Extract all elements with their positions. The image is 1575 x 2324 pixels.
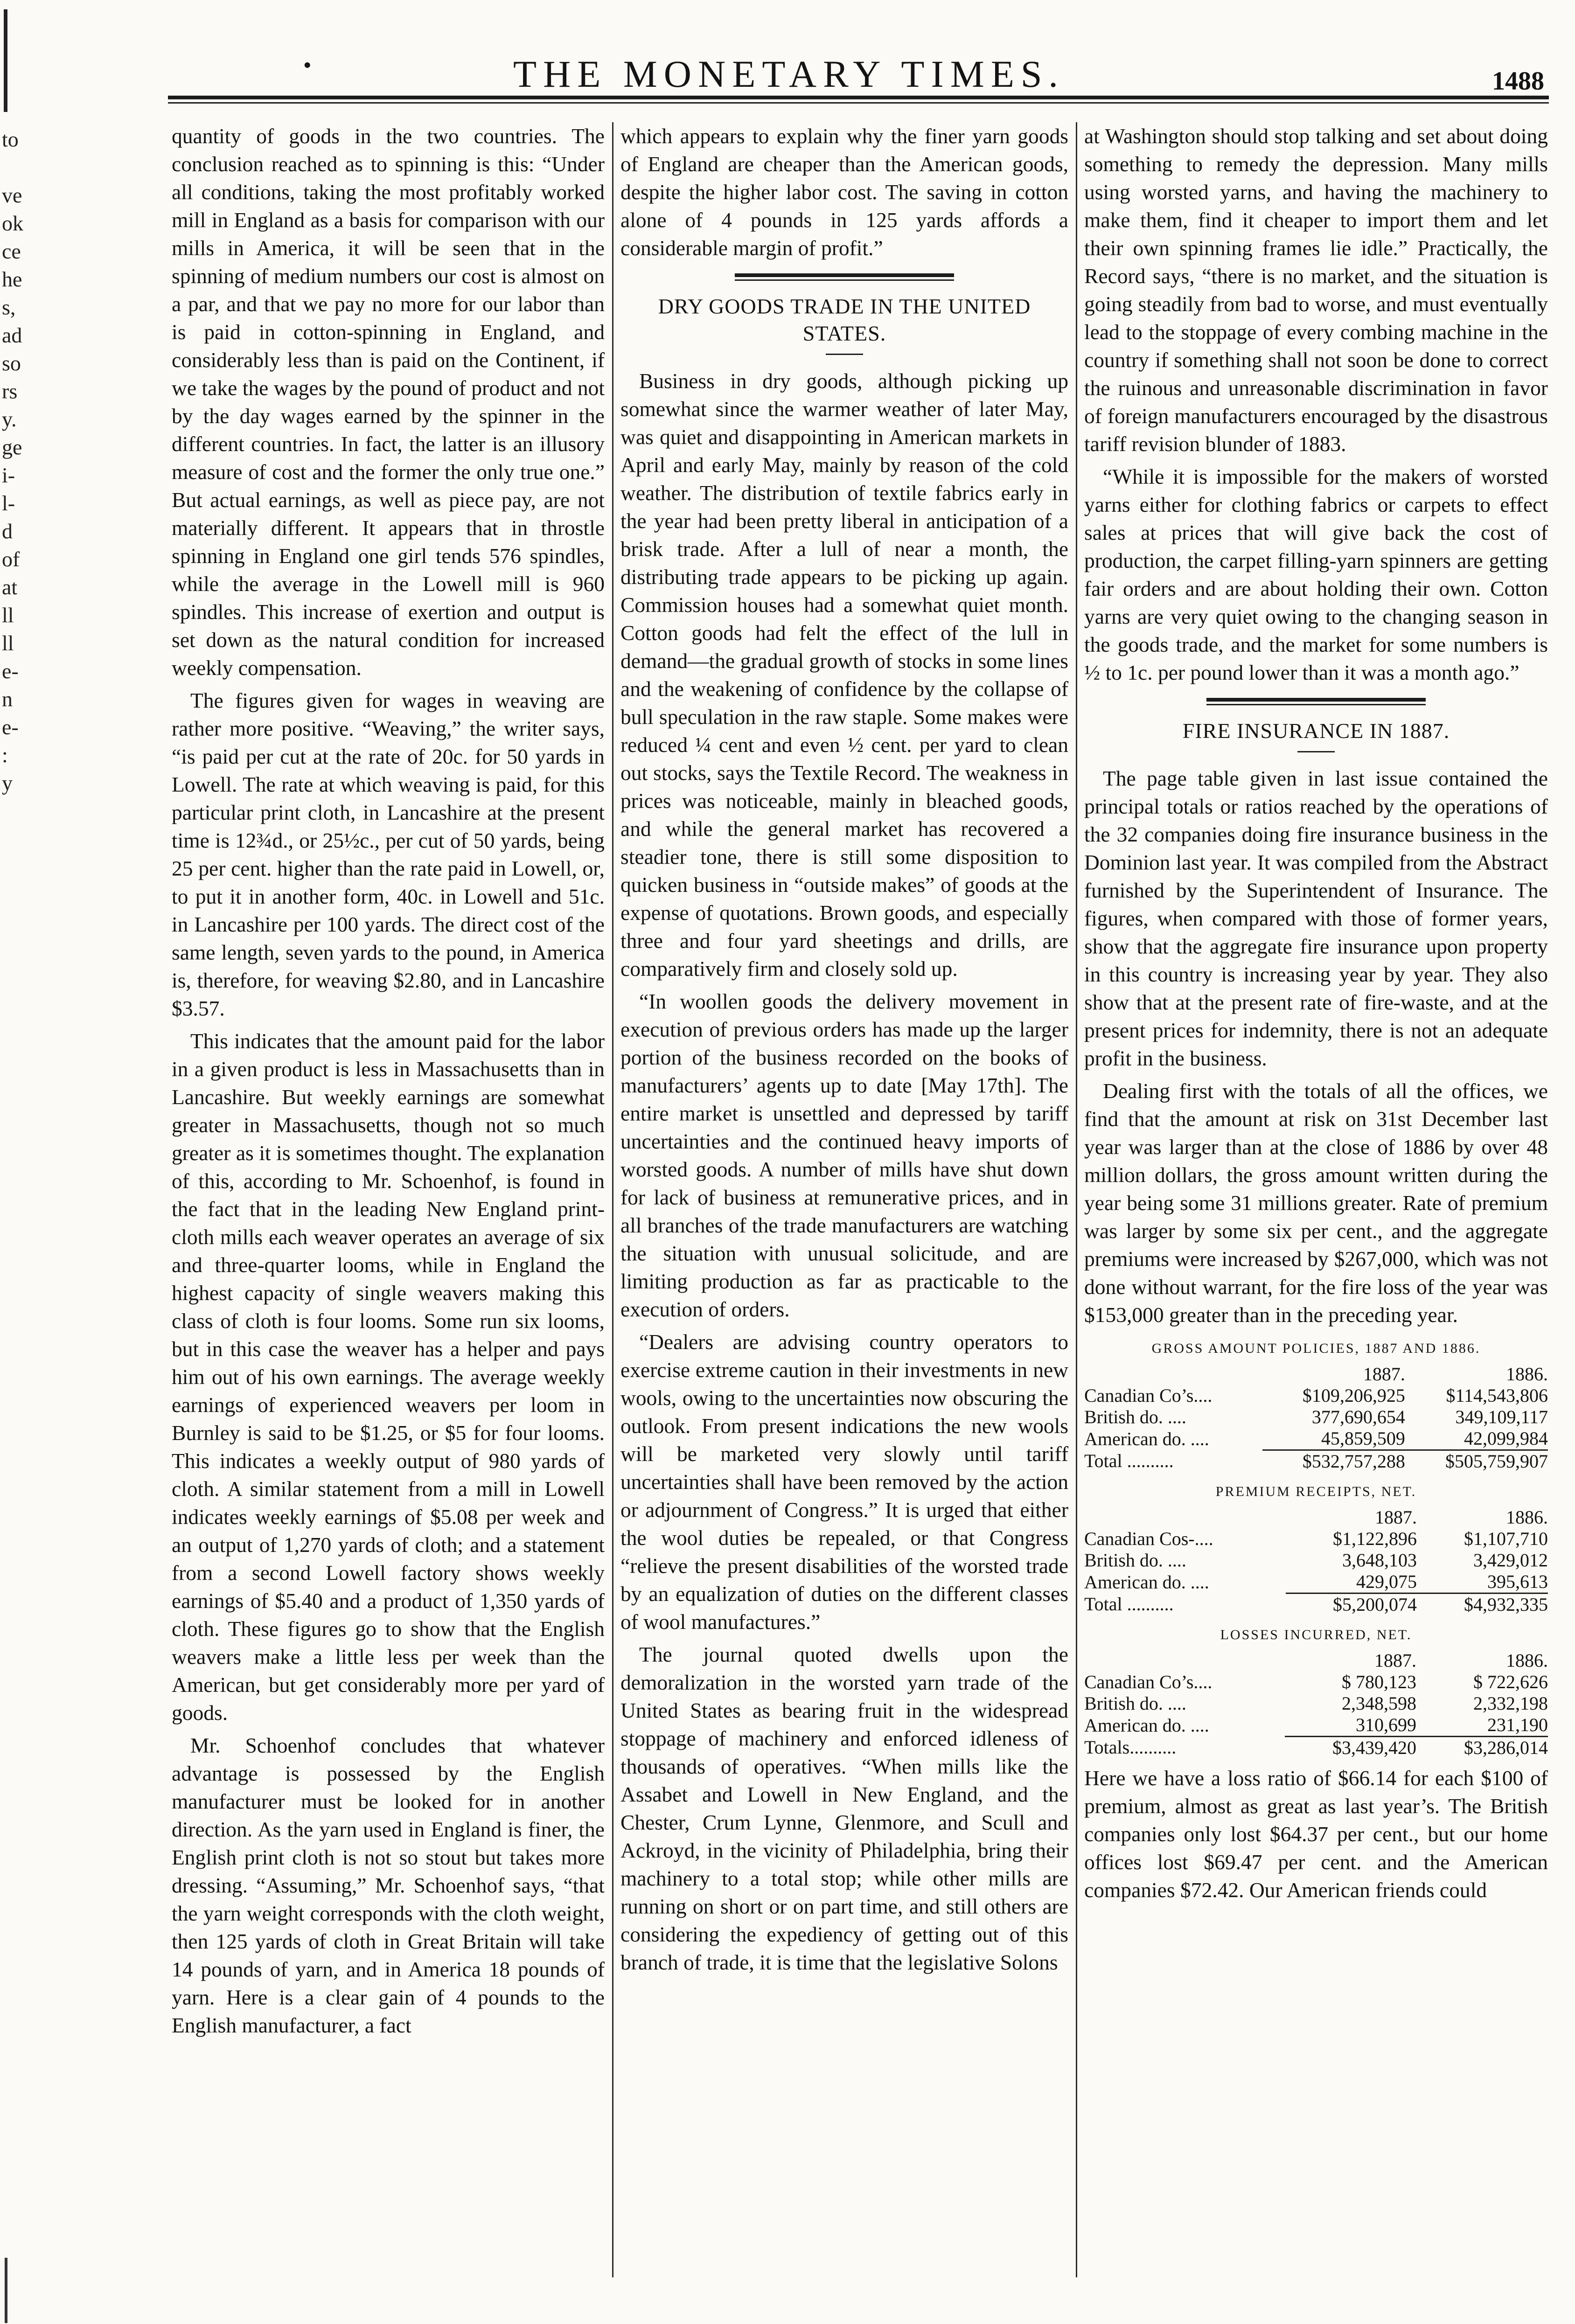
page-number: 1488 bbox=[1492, 67, 1544, 96]
cell-1887: 2,348,598 bbox=[1341, 1693, 1416, 1714]
row-label: Canadian Cos-.... bbox=[1084, 1528, 1213, 1549]
edge-fragment: ve bbox=[2, 183, 22, 207]
row-label: British do. .... bbox=[1084, 1406, 1186, 1427]
edge-fragment: : bbox=[2, 743, 8, 767]
section-separator bbox=[1206, 698, 1426, 705]
section-separator bbox=[735, 273, 954, 281]
masthead-title: THE MONETARY TIMES. bbox=[513, 53, 1065, 95]
paragraph: The figures given for wages in weaving are rather more positive. “Weaving,” the writer says, “is paid per cut at the rate of 20c. for 50 yards in Lowell. The rate at which weaving is paid, for this particular print cloth, in Lancashire at the present time is 12¾d., or 25½c., per cut of 50 yards, being 25 per cent. higher than the rate paid in Lowell, or, to put it in another form, 40c. in Lowell and 51c. in Lancashire per 100 yards. The direct cost of the same length, seven yards to the pound, in America is, therefore, for weaving $2.80, and in Lancashire $3.57. bbox=[172, 689, 605, 1020]
cell-1887: 310,699 bbox=[1355, 1714, 1416, 1735]
edge-fragment: to bbox=[2, 127, 19, 151]
edge-fragment: y bbox=[2, 771, 13, 795]
year-header: 1887. bbox=[1363, 1364, 1405, 1385]
table-caption: GROSS AMOUNT POLICIES, 1887 AND 1886. bbox=[1151, 1341, 1481, 1356]
edge-fragment: he bbox=[2, 267, 22, 291]
paragraph: Dealing first with the totals of all the offices, we find that the amount at risk on 31st December last year was larger than at the close of 1886 by over 48 million dollars, the gross amount written during the year being some 31 millions greater. Rate of premium was larger by some six per cent., and the aggregate premiums were increased by $267,000, which was not done without warrant, for the fire loss of the year was $153,000 greater than in the preceding year. bbox=[1084, 1079, 1548, 1327]
paragraph: at Washington should stop talking and set about doing something to remedy the depression. Many mills using worsted yarns, and having the machinery to make them, find it cheaper to import them and let their own spinning frames lie idle.” Practically, the Record says, “there is no market, and the situation is going steadily from bad to worse, and must eventually lead to the stoppage of every combing machine in the country if something shall not soon be done to correct the ruinous and unreasonable discrimination in favor of foreign manufacturers encouraged by the disastrous tariff revision blunder of 1883. bbox=[1084, 124, 1548, 456]
total-label: Totals.......... bbox=[1084, 1737, 1177, 1758]
paragraph: Mr. Schoenhof concludes that whatever advantage is possessed by the English manufacturer must be looked for in another direction. As the yarn used in England is finer, the English print cloth is not so stout but takes more dressing. “Assuming,” Mr. Schoenhof says, “that the yarn weight corresponds with the cloth weight, then 125 yards of cloth in Great Britain will take 14 pounds of yarn, and in America 18 pounds of yarn. Here is a clear gain of 4 pounds to the English manufacturer, a fact bbox=[172, 1733, 605, 2037]
edge-fragment: ll bbox=[2, 603, 14, 627]
row-label: American do. .... bbox=[1084, 1714, 1209, 1736]
table-row bbox=[1084, 1550, 1548, 1571]
table-caption: LOSSES INCURRED, NET. bbox=[1220, 1627, 1412, 1642]
table-row bbox=[1084, 1385, 1548, 1406]
total-1887: $3,439,420 bbox=[1285, 1737, 1416, 1759]
cell-1886: $ 722,626 bbox=[1473, 1671, 1548, 1692]
edge-fragment: n bbox=[2, 687, 13, 711]
row-label: British do. .... bbox=[1084, 1550, 1186, 1571]
running-header bbox=[168, 47, 1549, 98]
column-3 bbox=[1084, 122, 1548, 1909]
edge-fragment: at bbox=[2, 575, 18, 599]
cell-1886: 231,190 bbox=[1487, 1714, 1548, 1735]
article-heading: FIRE INSURANCE IN 1887. bbox=[1182, 719, 1450, 743]
header-rule-thin bbox=[168, 102, 1549, 104]
total-1886: $3,286,014 bbox=[1416, 1737, 1548, 1759]
losses-incurred-table bbox=[1084, 1621, 1548, 1759]
row-label: British do. .... bbox=[1084, 1693, 1186, 1714]
table-caption: PREMIUM RECEIPTS, NET. bbox=[1215, 1484, 1417, 1499]
edge-fragment: of bbox=[2, 547, 20, 571]
column-2 bbox=[620, 122, 1068, 1981]
header-dot: • bbox=[303, 52, 312, 78]
paragraph: “In woollen goods the delivery movement in execution of previous orders has made up the larger portion of the business recorded on the books of manufacturers’ agents up to date [May 17th]. The entire market is unsettled and depressed by tariff uncertainties and the continued heavy imports of worsted goods. A number of mills have shut down for lack of business at remunerative prices, and in all branches of the trade manufacturers are watching the situation with unusual solicitude, and are limiting production as far as practicable to the execution of orders. bbox=[620, 989, 1068, 1321]
total-label: Total .......... bbox=[1084, 1593, 1174, 1615]
cell-1887: 3,648,103 bbox=[1342, 1550, 1417, 1571]
paragraph: “While it is impossible for the makers of worsted yarns either for clothing fabrics or carpets to effect sales at prices that will give back the cost of production, the carpet filling-yarn spinners are getting fair orders and are about holding their own. Cotton yarns are very quiet owing to the changing season in the goods trade, and the market for some numbers is ½ to 1c. per pound lower than it was a month ago.” bbox=[1084, 465, 1548, 684]
table-row bbox=[1084, 1528, 1548, 1550]
edge-fragment: s, bbox=[2, 295, 16, 319]
page-edge bbox=[0, 0, 29, 2324]
cell-1887: $ 780,123 bbox=[1341, 1671, 1416, 1692]
table-row bbox=[1084, 1693, 1548, 1714]
column-divider bbox=[1076, 122, 1077, 2277]
cell-1886: 395,613 bbox=[1487, 1571, 1548, 1592]
paragraph: Business in dry goods, although picking up somewhat since the warmer weather of later May, was quiet and disappointing in American markets in April and early May, mainly by reason of the cold weather. The distribution of textile fabrics early in the year had been pretty liberal in anticipation of a brisk trade. After a lull of near a month, the distributing trade appears to be picking up again. Commission houses had a somewhat quiet month. Cotton goods had felt the effect of the lull in demand—the gradual growth of stocks in some lines and the weakening of confidence by the collapse of bull speculation in the raw staple. Some makes were reduced ¼ cent and even ½ cent. per yard to clean out stocks, says the Textile Record. The weakness in prices was noticeable, mainly in bleached goods, and while the general market has recovered a steadier tone, there is still some disposition to quicken business in “outside makes” of goods at the expense of quotations. Brown goods, and especially three and four yard sheetings and drills, are comparatively firm and closely sold up. bbox=[620, 369, 1068, 981]
column-divider bbox=[612, 122, 613, 2277]
year-header: 1886. bbox=[1506, 1364, 1548, 1385]
edge-fragment: d bbox=[2, 519, 13, 543]
paragraph: The journal quoted dwells upon the demoralization in the worsted yarn trade of the United States as bearing fruit in the widespread stoppage of machinery and enforced idleness of thousands of operatives. “When mills like the Assabet and Lowell in New England, and the Chester, Crum Lynne, Glenmore, and Scull and Ackroyd, in the vicinity of Philadelphia, bring their machinery to a total stop; while other mills are running on short or on part time, and still others are considering the expediency of getting out of this branch of trade, it is time that the legislative Solons bbox=[620, 1642, 1068, 1974]
year-header: 1887. bbox=[1374, 1507, 1417, 1528]
row-label: American do. .... bbox=[1084, 1571, 1209, 1593]
gross-policies-table bbox=[1084, 1335, 1548, 1472]
cell-1886: $114,543,806 bbox=[1446, 1385, 1548, 1406]
paragraph: which appears to explain why the finer yarn goods of England are cheaper than the American goods, despite the higher labor cost. The saving in cotton alone of 4 pounds in 125 yards affords a considerable margin of profit.” bbox=[620, 124, 1068, 260]
heading-rule bbox=[1297, 751, 1335, 752]
cell-1886: 3,429,012 bbox=[1473, 1550, 1548, 1571]
table-row bbox=[1084, 1428, 1548, 1450]
paragraph: “Dealers are advising country operators to exercise extreme caution in their investments in new wools, owing to the uncertainties now obscuring the outlook. From present indications the new wools will be marketed very slowly until tariff uncertainties shall have been removed by the action or adjournment of Congress.” It is urged that either the wool duties be repealed, or that Congress “relieve the present disabilities of the worsted trade by an equalization of duties on the different classes of wool manufactures.” bbox=[620, 1330, 1068, 1634]
edge-fragment: y. bbox=[2, 407, 17, 431]
table-row bbox=[1084, 1571, 1548, 1593]
heading-rule bbox=[826, 354, 863, 355]
premium-receipts-table bbox=[1084, 1478, 1548, 1615]
column-1 bbox=[172, 122, 605, 2044]
row-label: American do. .... bbox=[1084, 1428, 1209, 1449]
edge-mark-bottom bbox=[5, 2258, 7, 2323]
table-row bbox=[1084, 1714, 1548, 1737]
edge-fragment: ok bbox=[2, 211, 23, 235]
total-1886: $505,759,907 bbox=[1405, 1450, 1548, 1473]
cell-1887: 377,690,654 bbox=[1311, 1406, 1405, 1427]
edge-fragment: so bbox=[2, 351, 21, 375]
total-1886: $4,932,335 bbox=[1417, 1593, 1548, 1616]
edge-fragment: e- bbox=[2, 659, 19, 683]
edge-fragment: e- bbox=[2, 715, 19, 739]
cell-1887: 45,859,509 bbox=[1321, 1428, 1405, 1449]
cell-1887: $1,122,896 bbox=[1332, 1528, 1417, 1549]
cell-1887: $109,206,925 bbox=[1302, 1385, 1405, 1406]
total-row bbox=[1084, 1737, 1548, 1759]
paragraph: Here we have a loss ratio of $66.14 for each $100 of premium, almost as great as last year’s. The British companies only lost $64.37 per cent., but our home offices lost $69.47 per cent. and the American companies $72.42. Our American friends could bbox=[1084, 1766, 1548, 1902]
edge-fragment: l- bbox=[2, 491, 15, 515]
article-heading: DRY GOODS TRADE IN THE UNITED STATES. bbox=[658, 294, 1031, 345]
edge-fragment: ll bbox=[2, 631, 14, 655]
total-row bbox=[1084, 1450, 1548, 1473]
header-rule bbox=[168, 96, 1549, 99]
cell-1886: $1,107,710 bbox=[1464, 1528, 1548, 1549]
total-row bbox=[1084, 1593, 1548, 1616]
year-header: 1887. bbox=[1374, 1650, 1416, 1671]
row-label: Canadian Co’s.... bbox=[1084, 1385, 1213, 1406]
paragraph: quantity of goods in the two countries. The conclusion reached as to spinning is this: “Under all conditions, taking the most profitably worked mill in England as a basis for comparison with our mills in America, it will be seen that in the spinning of medium numbers our cost is almost on a par, and that we pay no more for our labor than is paid in cotton-spinning in England, and considerably less than is paid on the Continent, if we take the wages by the pound of product and not by the day wages earned by the spinner in the different countries. In fact, the latter is an illusory measure of cost and the former the only true one.” But actual earnings, as well as piece pay, are not materially different. It appears that in throstle spinning in England one girl tends 576 spindles, while the average in the Lowell mill is 960 spindles. This increase of exertion and output is set down as the natural condition for increased weekly compensation. bbox=[172, 124, 605, 680]
edge-fragment: i- bbox=[2, 463, 15, 487]
total-label: Total .......... bbox=[1084, 1450, 1174, 1472]
cell-1886: 2,332,198 bbox=[1473, 1693, 1548, 1714]
edge-fragment: ad bbox=[2, 323, 22, 347]
total-1887: $5,200,074 bbox=[1286, 1593, 1417, 1616]
cell-1886: 42,099,984 bbox=[1464, 1428, 1548, 1449]
total-1887: $532,757,288 bbox=[1262, 1450, 1405, 1473]
paragraph: The page table given in last issue contained the principal totals or ratios reached by the operations of the 32 companies doing fire insurance business in the Dominion last year. It was compiled from the Abstract furnished by the Superintendent of Insurance. The figures, when compared with those of former years, show that the aggregate fire insurance upon property in this country is increasing year by year. They also show that at the present rate of fire-waste, and at the present prices for indemnity, there is not an adequate profit in the business. bbox=[1084, 766, 1548, 1070]
year-header: 1886. bbox=[1506, 1650, 1548, 1671]
row-label: Canadian Co’s.... bbox=[1084, 1671, 1213, 1692]
paragraph: This indicates that the amount paid for the labor in a given product is less in Massachusetts than in Lancashire. But weekly earnings are somewhat greater in Massachusetts, though not so much greater as it is sometimes thought. The explanation of this, according to Mr. Schoenhof, is found in the fact that in the leading New England print-cloth mills each weaver operates an average of six and three-quarter looms, while in England the highest capacity of single weavers making this class of cloth is four looms. Some run six looms, but in this case the weaver has a helper and pays him out of his own earnings. The average weekly earnings of experienced weavers per loom in Burnley is said to be $1.25, or $5 for four looms. This indicates a weekly output of 980 yards of cloth. A similar statement from a mill in Lowell indicates weekly earnings of $5.08 per week and an output of 1,270 yards of cloth; and a statement from a second Lowell factory shows weekly earnings of $5.40 and a product of 1,350 yards of cloth. These figures go to show that the English weavers make a little less per week than the American, but get considerably more per yard of goods. bbox=[172, 1029, 605, 1725]
cell-1887: 429,075 bbox=[1356, 1571, 1417, 1592]
edge-fragment: ge bbox=[2, 435, 22, 459]
edge-fragment: rs bbox=[2, 379, 18, 403]
edge-fragment: ce bbox=[2, 239, 21, 263]
year-header: 1886. bbox=[1506, 1507, 1548, 1528]
table-row bbox=[1084, 1406, 1548, 1428]
cell-1886: 349,109,117 bbox=[1455, 1406, 1548, 1427]
edge-mark bbox=[4, 9, 7, 112]
table-row bbox=[1084, 1671, 1548, 1693]
